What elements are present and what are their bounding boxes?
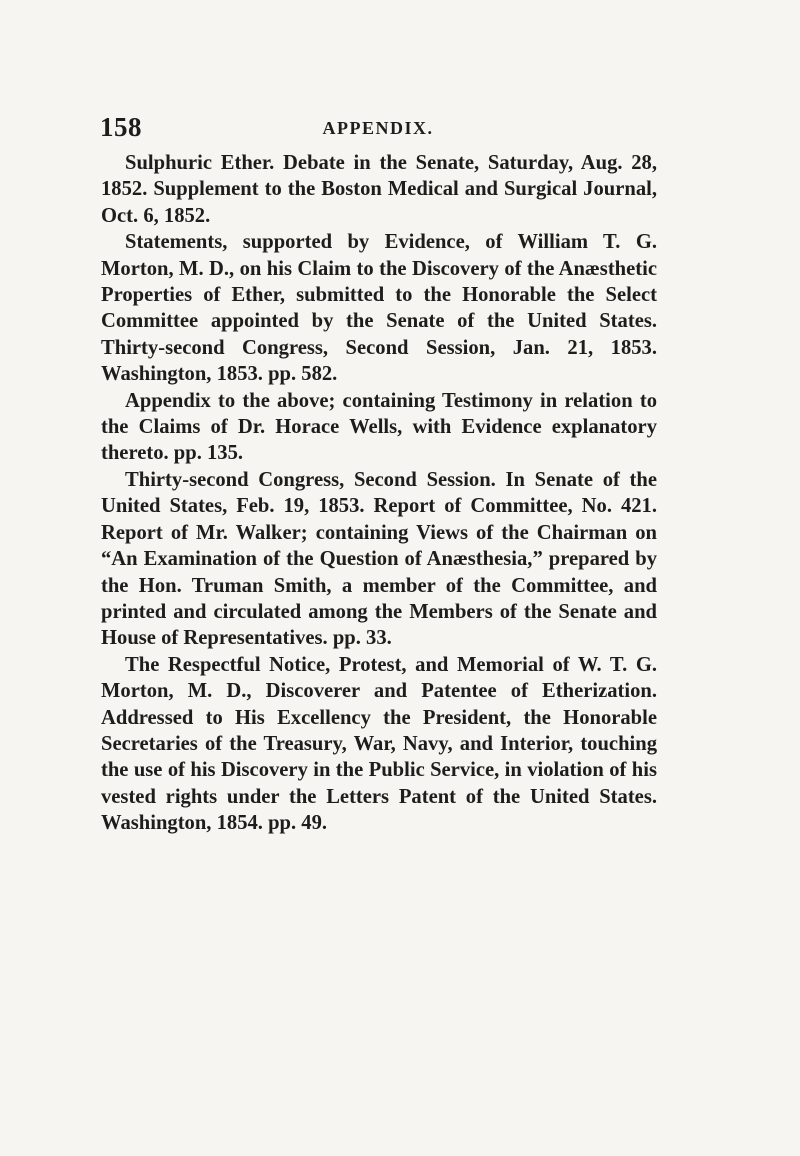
bibliography-entry: Sulphuric Ether. Debate in the Senate, Saturday, Aug. 28, 1852. Supplement to the Boston Medical and Surgical Journal, Oct. 6, 1852. <box>101 152 657 227</box>
bibliography-list <box>101 150 657 837</box>
page-header <box>100 112 656 142</box>
running-head: APPENDIX. <box>322 118 434 138</box>
bibliography-entry: Statements, supported by Evidence, of William T. G. Morton, M. D., on his Claim to the Discovery of the Anæsthetic Properties of Ether, submitted to the Honorable the Select Committee appointed by the Senate of the United States. Thirty-second Congress, Second Session, Jan. 21, 1853. Washington, 1853. pp. 582. <box>101 231 657 386</box>
bibliography-entry: The Respectful Notice, Protest, and Memorial of W. T. G. Morton, M. D., Discoverer and Patentee of Etherization. Addressed to His Excellency the President, the Honorable Secretaries of the Treasury, War, Navy, and Interior, touching the use of his Discovery in the Public Service, in violation of his vested rights under the Letters Patent of the United States. Washington, 1854. pp. 49. <box>101 653 657 835</box>
bibliography-entry: Appendix to the above; containing Testimony in relation to the Claims of Dr. Horace Wells, with Evidence explanatory thereto. pp. 135. <box>101 389 657 465</box>
bibliography-entry: Thirty-second Congress, Second Session. In Senate of the United States, Feb. 19, 1853. Report of Committee, No. 421. Report of Mr. Walker; containing Views of the Chairman on “An Examination of the Question of Anæsthesia,” prepared by the Hon. Truman Smith, a member of the Committee, and printed and circulated among the Members of the Senate and House of Representatives. pp. 33. <box>101 468 657 650</box>
page-number: 158 <box>100 112 142 142</box>
